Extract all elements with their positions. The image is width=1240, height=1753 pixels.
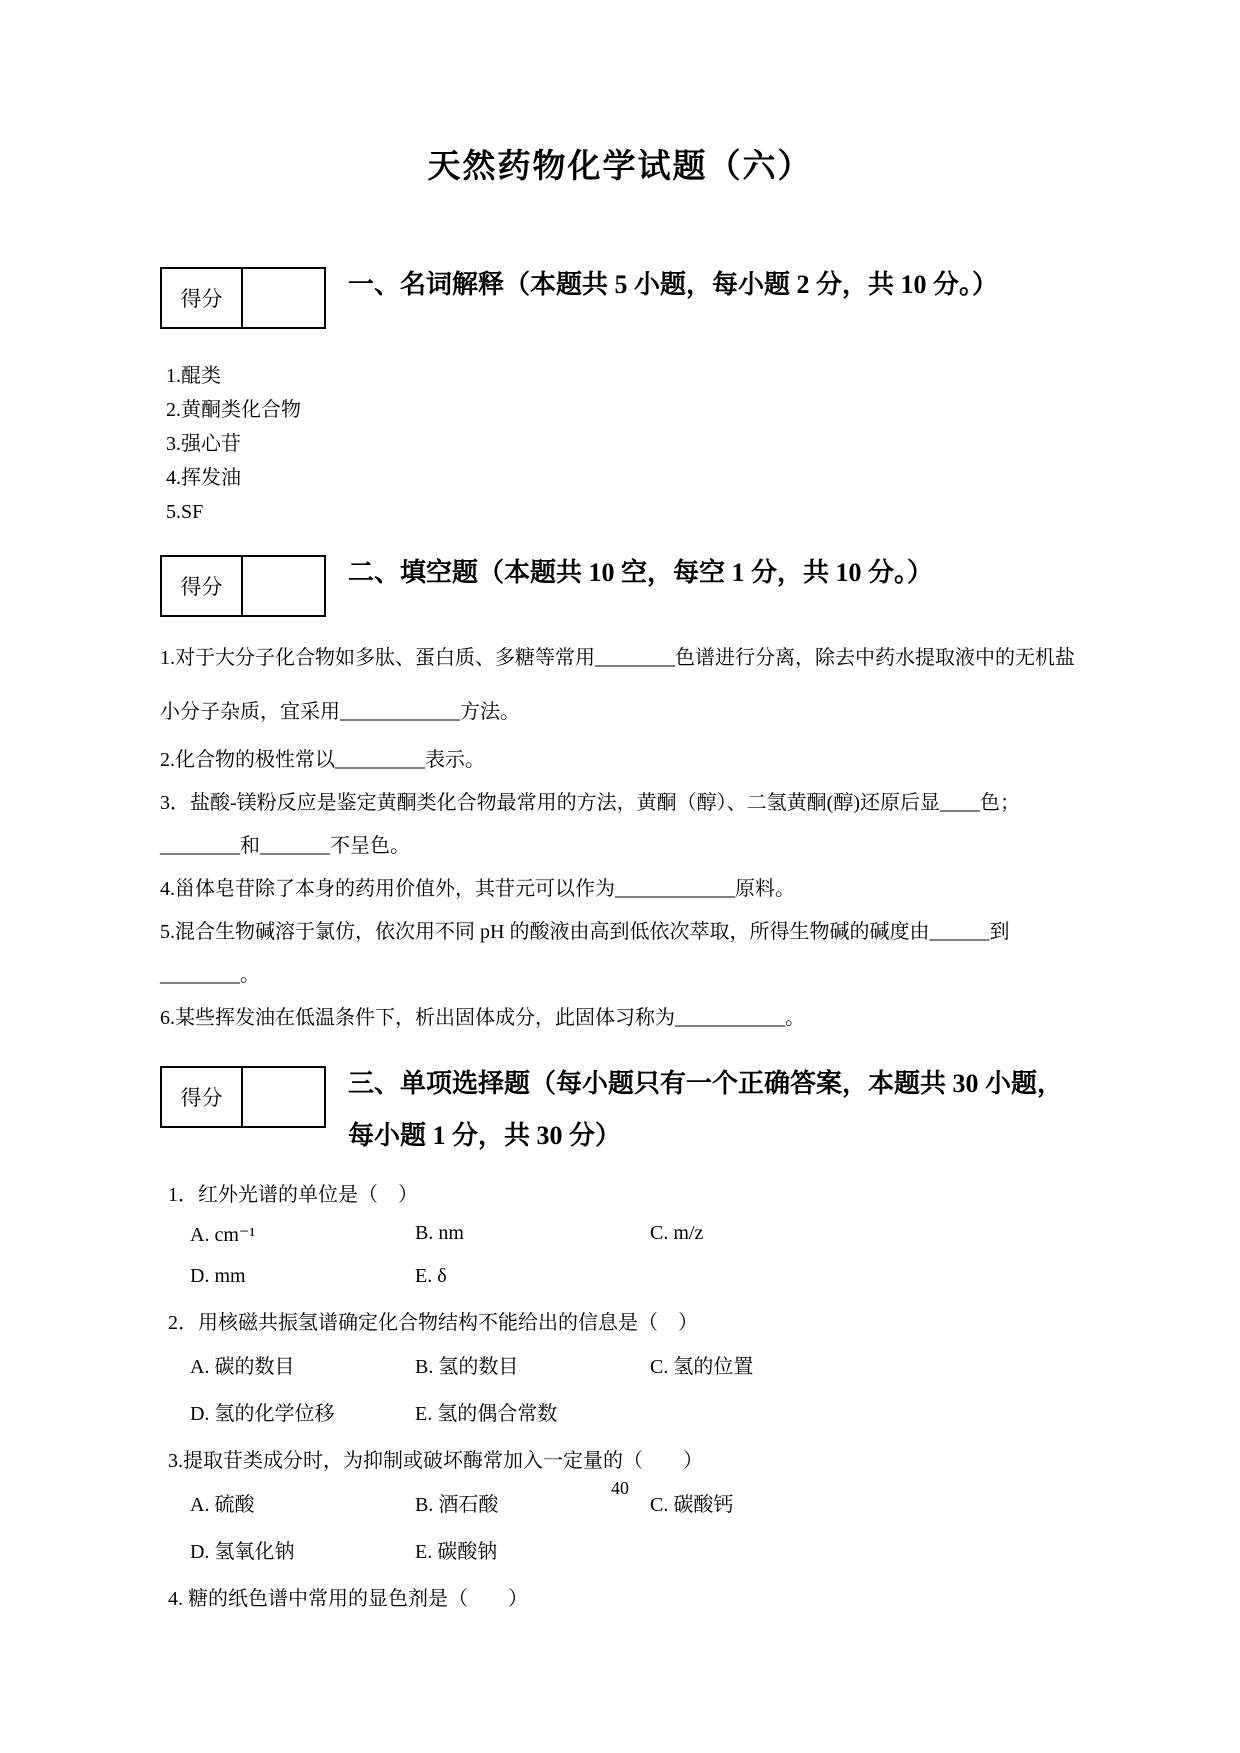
- fill-blank-item: 5.混合生物碱溶于氯仿，依次用不同 pH 的酸液由高到低依次萃取，所得生物碱的碱度由______到________。: [160, 921, 1010, 986]
- term-item: 2.黄酮类化合物: [166, 399, 301, 421]
- option-d: D. 氢的化学位移: [190, 1403, 335, 1425]
- section2-heading: 二、填空题（本题共 10 空，每空 1 分，共 10 分。）: [348, 558, 934, 587]
- score-label: 得分: [162, 269, 243, 327]
- fill-blank-list: [160, 631, 1080, 1040]
- section3-header: [160, 1066, 1080, 1162]
- option-a: A. 碳的数目: [190, 1356, 295, 1378]
- question-text: 4. 糖的纸色谱中常用的显色剂是（ ）: [168, 1588, 528, 1610]
- section1-heading: 一、名词解释（本题共 5 小题，每小题 2 分，共 10 分。）: [348, 270, 999, 299]
- term-item: 1.醌类: [166, 365, 221, 387]
- score-value-cell: [243, 269, 324, 327]
- option-b: B. 氢的数目: [415, 1356, 519, 1378]
- score-table-1: [160, 267, 326, 329]
- fill-blank-item: 3．盐酸-镁粉反应是鉴定黄酮类化合物最常用的方法，黄酮（醇）、二氢黄酮(醇)还原后显____色；________和_______不呈色。: [160, 792, 1020, 857]
- option-e: E. δ: [415, 1265, 447, 1287]
- option-b: B. 酒石酸: [415, 1494, 499, 1516]
- score-label: 得分: [162, 1068, 243, 1126]
- term-item: 3.强心苷: [166, 433, 241, 455]
- section2-header: [160, 555, 1080, 617]
- score-table-2: [160, 555, 326, 617]
- question-1: [160, 1178, 1080, 1288]
- terms-list: [160, 359, 1080, 529]
- fill-blank-item: 4.甾体皂苷除了本身的药用价值外，其苷元可以作为____________原料。: [160, 878, 795, 900]
- option-e: E. 氢的偶合常数: [415, 1403, 558, 1425]
- score-value-cell: [243, 1068, 324, 1126]
- fill-blank-item: 2.化合物的极性常以_________表示。: [160, 749, 485, 771]
- option-row: [160, 1535, 1080, 1564]
- fill-blank-item: 6.某些挥发油在低温条件下，析出固体成分，此固体习称为___________。: [160, 1007, 805, 1029]
- option-b: B. nm: [415, 1222, 464, 1244]
- option-c: C. m/z: [650, 1222, 704, 1244]
- score-table-3: [160, 1066, 326, 1128]
- option-row: [160, 1397, 1080, 1426]
- option-row: [160, 1350, 1080, 1379]
- score-label: 得分: [162, 557, 243, 615]
- option-e: E. 碳酸钠: [415, 1541, 498, 1563]
- question-2: [160, 1306, 1080, 1426]
- option-a: A. cm⁻¹: [190, 1224, 256, 1246]
- option-c: C. 氢的位置: [650, 1356, 754, 1378]
- option-d: D. mm: [190, 1265, 246, 1287]
- section3-heading: 三、单项选择题（每小题只有一个正确答案，本题共 30 小题，每小题 1 分，共 30 分）: [348, 1069, 1064, 1150]
- question-text: 2．用核磁共振氢谱确定化合物结构不能给出的信息是（ ）: [168, 1312, 698, 1334]
- section1-header: [160, 267, 1080, 329]
- question-4: [160, 1582, 1080, 1616]
- option-c: C. 碳酸钙: [650, 1494, 734, 1516]
- term-item: 4.挥发油: [166, 467, 241, 489]
- score-value-cell: [243, 557, 324, 615]
- question-text: 3.提取苷类成分时，为抑制或破坏酶常加入一定量的（ ）: [168, 1450, 703, 1472]
- option-row: [160, 1265, 1080, 1288]
- page-number: 40: [611, 1478, 629, 1498]
- question-text: 1．红外光谱的单位是（ ）: [168, 1184, 418, 1206]
- question-list: [160, 1178, 1080, 1616]
- option-d: D. 氢氧化钠: [190, 1541, 295, 1563]
- option-a: A. 硫酸: [190, 1494, 255, 1516]
- question-3: [160, 1444, 1080, 1564]
- page-title: 天然药物化学试题（六）: [427, 149, 813, 185]
- term-item: 5.SF: [166, 501, 204, 523]
- fill-blank-item: 1.对于大分子化合物如多肽、蛋白质、多糖等常用________色谱进行分离，除去中药水提取液中的无机盐小分子杂质，宜采用____________方法。: [160, 647, 1075, 723]
- option-row: [160, 1222, 1080, 1247]
